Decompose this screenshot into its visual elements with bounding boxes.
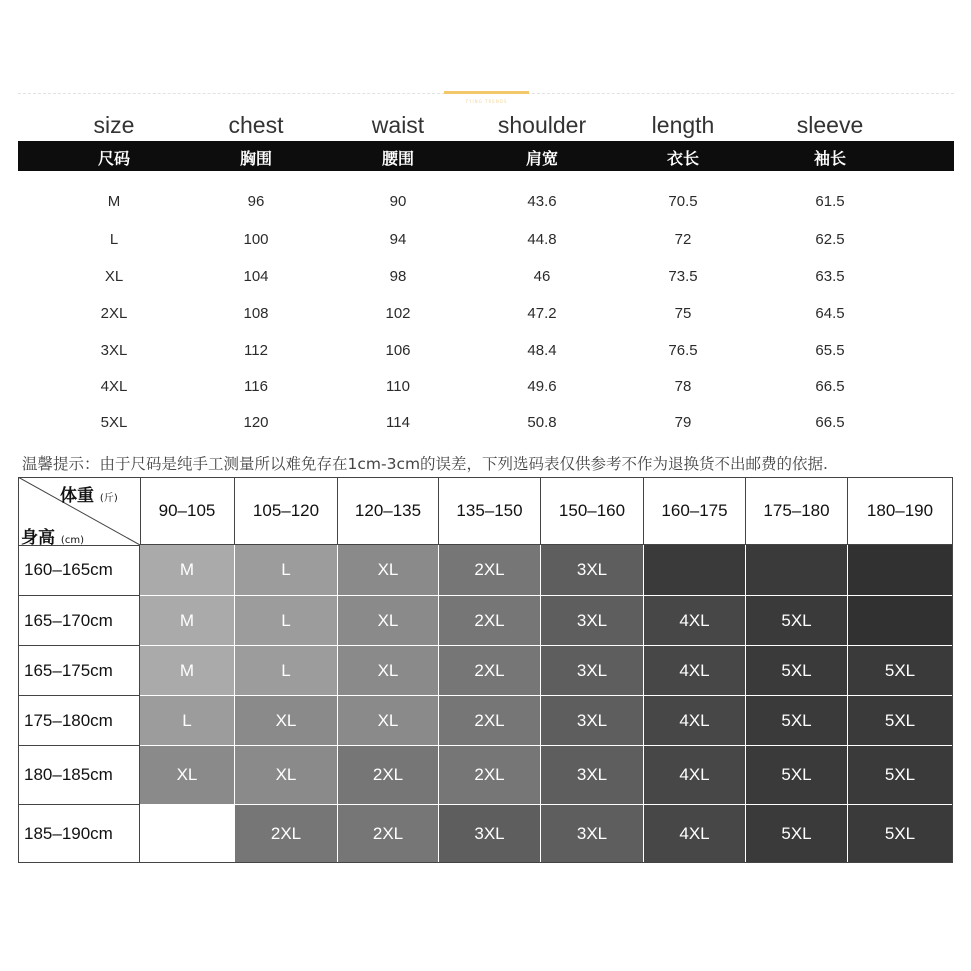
size-recommendation-cell: 2XL <box>338 805 439 863</box>
height-range-header: 165–175cm <box>18 646 140 696</box>
size-cell: 94 <box>389 231 407 248</box>
size-row <box>0 231 971 251</box>
size-recommendation-cell: 2XL <box>439 646 541 696</box>
header-cn-shoulder: 肩宽 <box>525 149 559 168</box>
size-recommendation-cell: XL <box>338 696 439 746</box>
size-cell: 66.5 <box>815 378 845 395</box>
size-recommendation-cell: 3XL <box>541 596 644 646</box>
size-table-header-en <box>0 112 971 140</box>
size-cell: 64.5 <box>815 305 845 322</box>
header-waist: waist <box>371 112 425 138</box>
size-recommendation-cell: 3XL <box>541 746 644 805</box>
header-cn-length: 衣长 <box>666 149 700 168</box>
size-cell: 90 <box>389 193 407 210</box>
size-cell: 63.5 <box>815 268 845 285</box>
weight-range-header: 150–160 <box>541 477 644 545</box>
size-recommendation-cell: 2XL <box>439 696 541 746</box>
size-cell: 3XL <box>100 342 128 359</box>
size-recommendation-cell: 5XL <box>848 646 953 696</box>
weight-range-header: 175–180 <box>746 477 848 545</box>
weight-range-header: 135–150 <box>439 477 541 545</box>
size-recommendation-cell: 2XL <box>439 545 541 596</box>
size-recommendation-cell: XL <box>140 746 235 805</box>
weight-range-header: 120–135 <box>338 477 439 545</box>
size-row <box>0 268 971 288</box>
size-recommendation-cell: XL <box>235 746 338 805</box>
weight-unit: (斤) <box>99 493 118 504</box>
size-cell: 102 <box>385 305 411 322</box>
size-recommendation-cell: 3XL <box>541 805 644 863</box>
height-unit: (cm) <box>60 535 84 546</box>
size-cell: 5XL <box>100 414 128 431</box>
size-cell: 114 <box>386 414 410 431</box>
size-cell: XL <box>104 268 124 285</box>
size-recommendation-cell: 5XL <box>746 696 848 746</box>
grid-corner <box>18 477 141 546</box>
size-cell: 75 <box>674 305 692 322</box>
height-range-header: 180–185cm <box>18 746 140 805</box>
size-cell: 2XL <box>100 305 128 322</box>
size-cell: 44.8 <box>527 231 557 248</box>
size-recommendation-cell: L <box>235 545 338 596</box>
brand-micro-text: TYING TRENDS <box>465 99 508 104</box>
size-cell: 65.5 <box>815 342 845 359</box>
size-recommendation-cell: XL <box>338 596 439 646</box>
size-recommendation-cell <box>644 545 746 596</box>
size-cell: 4XL <box>100 378 128 395</box>
size-recommendation-cell: XL <box>235 696 338 746</box>
size-recommendation-cell: 4XL <box>644 596 746 646</box>
size-recommendation-cell: 5XL <box>746 805 848 863</box>
height-label: 身高 <box>21 528 55 546</box>
weight-range-header: 160–175 <box>644 477 746 545</box>
size-recommendation-cell: M <box>140 646 235 696</box>
size-cell: 104 <box>243 268 269 285</box>
size-cell: 62.5 <box>815 231 845 248</box>
weight-range-header: 90–105 <box>140 477 235 545</box>
header-cn-chest: 胸围 <box>239 149 273 168</box>
weight-range-header: 105–120 <box>235 477 338 545</box>
size-row <box>0 342 971 362</box>
size-recommendation-cell <box>848 596 953 646</box>
size-recommendation-cell <box>746 545 848 596</box>
size-recommendation-cell: 2XL <box>439 746 541 805</box>
header-cn-sleeve: 袖长 <box>813 149 847 168</box>
header-sleeve: sleeve <box>796 112 864 138</box>
size-recommendation-cell: 3XL <box>541 696 644 746</box>
header-cn-size: 尺码 <box>97 149 131 168</box>
size-recommendation-cell: 3XL <box>541 545 644 596</box>
size-cell: 106 <box>385 342 411 359</box>
size-recommendation-cell: XL <box>338 545 439 596</box>
height-range-header: 165–170cm <box>18 596 140 646</box>
size-recommendation-cell: 4XL <box>644 746 746 805</box>
corner-weight-label <box>60 481 118 506</box>
size-row <box>0 378 971 398</box>
size-cell: 48.4 <box>527 342 557 359</box>
size-recommendation-cell: M <box>140 545 235 596</box>
size-cell: 96 <box>247 193 265 210</box>
size-recommendation-cell: 5XL <box>746 746 848 805</box>
size-cell: 110 <box>386 378 410 395</box>
size-recommendation-cell: 2XL <box>439 596 541 646</box>
size-cell: 61.5 <box>815 193 845 210</box>
size-cell: 66.5 <box>815 414 845 431</box>
size-cell: 46 <box>533 268 551 285</box>
size-recommendation-cell: 5XL <box>746 646 848 696</box>
size-recommendation-cell <box>848 545 953 596</box>
size-cell: 47.2 <box>527 305 557 322</box>
size-cell: 116 <box>244 378 268 395</box>
header-shoulder: shoulder <box>497 112 587 138</box>
size-recommendation-cell: 5XL <box>848 696 953 746</box>
size-row <box>0 305 971 325</box>
size-cell: 72 <box>674 231 692 248</box>
header-chest: chest <box>228 112 284 138</box>
weight-range-header: 180–190 <box>848 477 953 545</box>
size-cell: 108 <box>243 305 269 322</box>
size-table-header-cn <box>18 141 954 171</box>
size-recommendation-cell: 3XL <box>541 646 644 696</box>
size-row <box>0 193 971 213</box>
size-cell: 100 <box>243 231 269 248</box>
size-recommendation-cell: 4XL <box>644 696 746 746</box>
size-cell: 79 <box>674 414 692 431</box>
size-recommendation-cell: 3XL <box>439 805 541 863</box>
size-cell: L <box>109 231 119 248</box>
sizing-notice: 温馨提示：由于尺码是纯手工测量所以难免存在1cm-3cm的误差，下列选码表仅供参考不作为退换货不出邮费的依据. <box>22 455 828 473</box>
size-recommendation-grid <box>18 477 953 863</box>
size-recommendation-cell: XL <box>338 646 439 696</box>
size-recommendation-cell: 5XL <box>746 596 848 646</box>
size-cell: 98 <box>389 268 407 285</box>
height-range-header: 175–180cm <box>18 696 140 746</box>
size-cell: 50.8 <box>527 414 557 431</box>
size-cell: 43.6 <box>527 193 557 210</box>
corner-height-label <box>21 523 84 546</box>
size-recommendation-cell: 5XL <box>848 805 953 863</box>
size-cell: 120 <box>243 414 269 431</box>
size-cell: 49.6 <box>527 378 557 395</box>
size-recommendation-cell: 2XL <box>235 805 338 863</box>
brand-accent-bar <box>444 91 529 94</box>
weight-label: 体重 <box>60 486 94 506</box>
size-cell: M <box>107 193 121 210</box>
size-row <box>0 414 971 434</box>
size-recommendation-cell: 2XL <box>338 746 439 805</box>
size-recommendation-cell: M <box>140 596 235 646</box>
size-cell: 76.5 <box>668 342 698 359</box>
size-recommendation-cell: L <box>235 646 338 696</box>
size-cell: 70.5 <box>668 193 698 210</box>
header-size: size <box>93 112 135 138</box>
size-recommendation-cell: L <box>235 596 338 646</box>
height-range-header: 160–165cm <box>18 545 140 596</box>
size-recommendation-cell: L <box>140 696 235 746</box>
size-recommendation-cell: 4XL <box>644 805 746 863</box>
header-cn-waist: 腰围 <box>381 149 415 168</box>
size-cell: 112 <box>244 342 268 359</box>
height-range-header: 185–190cm <box>18 805 140 863</box>
size-recommendation-cell <box>140 805 235 863</box>
size-recommendation-cell: 4XL <box>644 646 746 696</box>
size-cell: 78 <box>674 378 692 395</box>
header-length: length <box>651 112 715 138</box>
size-recommendation-cell: 5XL <box>848 746 953 805</box>
size-cell: 73.5 <box>668 268 698 285</box>
